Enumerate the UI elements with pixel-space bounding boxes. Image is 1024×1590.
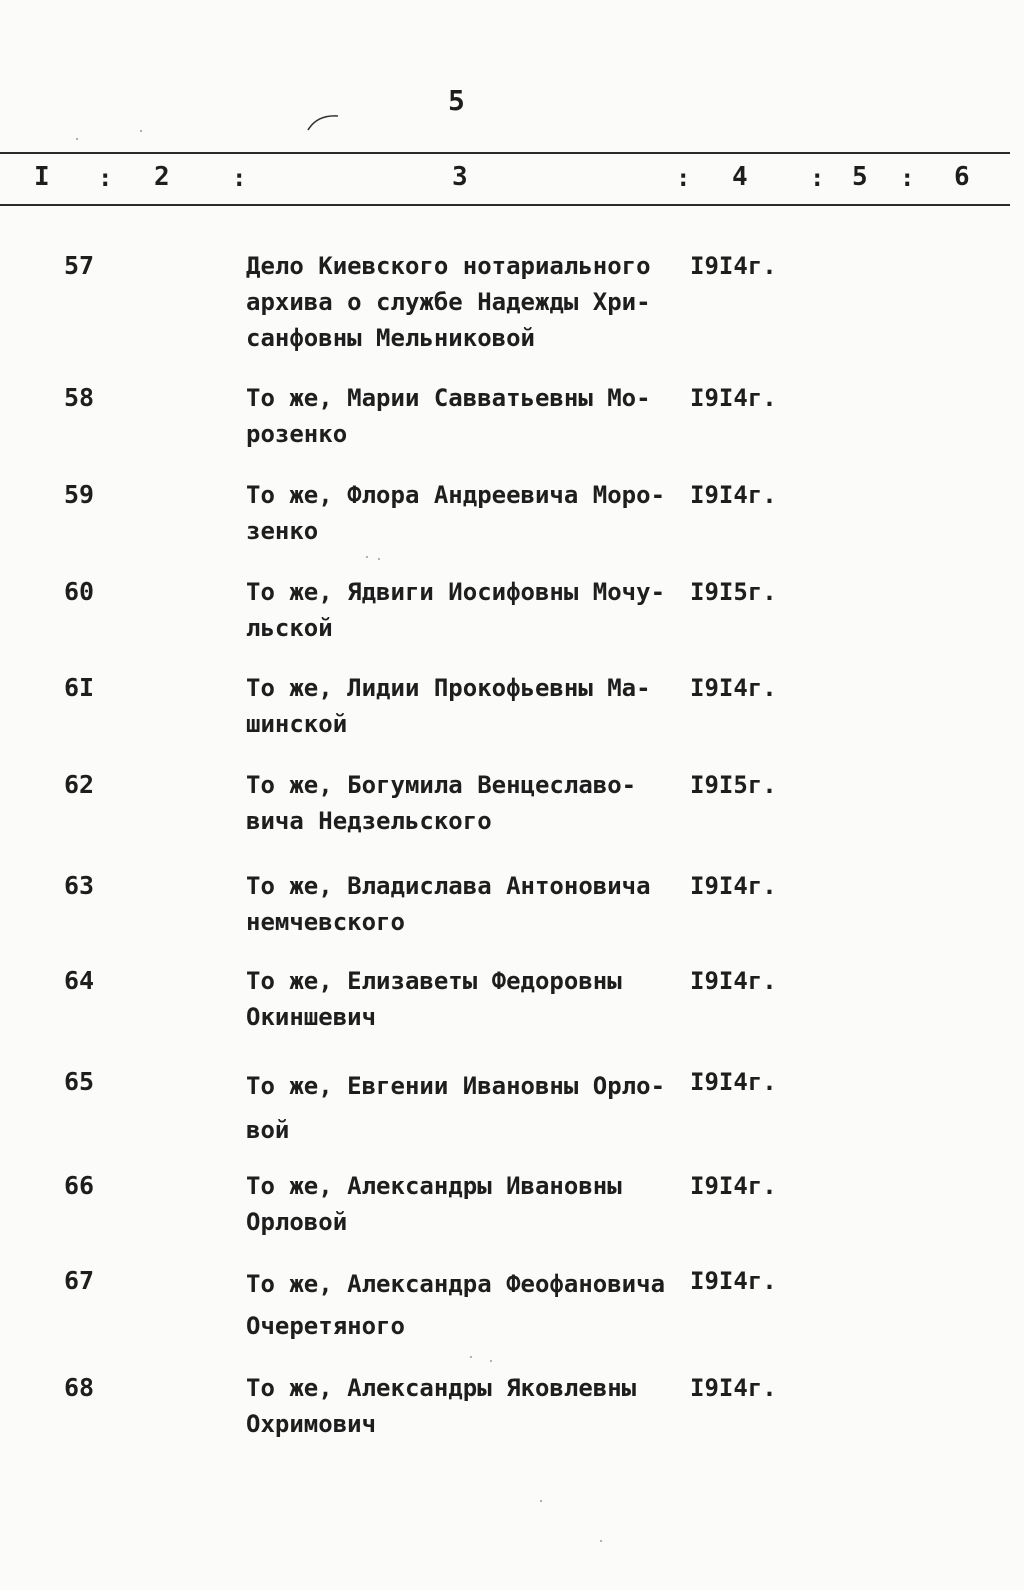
description-line: санфовны Мельниковой [246, 324, 535, 352]
row-description [246, 1064, 686, 1152]
row-number: 59 [64, 480, 95, 509]
description-line: То же, Александра Феофановича [246, 1270, 666, 1298]
description-line: То же, Евгении Ивановны Орло- [246, 1072, 666, 1100]
row-description [246, 868, 686, 940]
row-description [246, 1263, 686, 1347]
header-separator: : [900, 164, 915, 192]
row-number: 67 [64, 1266, 95, 1295]
description-line: Очеретяного [246, 1312, 405, 1340]
row-number: 66 [64, 1171, 95, 1200]
description-line: То же, Богумила Венцеславо- [246, 771, 637, 799]
description-line: архива о службе Надежды Хри- [246, 288, 651, 316]
row-year: I9I5г. [690, 578, 777, 606]
description-line: То же, Александры Яковлевны [246, 1374, 637, 1402]
description-line: То же, Лидии Прокофьевны Ма- [246, 674, 651, 702]
scan-speck [600, 1540, 602, 1542]
row-description [246, 380, 686, 452]
description-line: вой [246, 1116, 290, 1144]
header-col-6: 6 [954, 162, 970, 192]
row-number: 58 [64, 383, 95, 412]
scan-speck [366, 556, 368, 558]
description-line: То же, Флора Андреевича Моро- [246, 481, 666, 509]
header-separator: : [98, 164, 113, 192]
description-line: Дело Киевского нотариального [246, 252, 651, 280]
scan-speck [540, 1500, 542, 1502]
row-description [246, 477, 686, 549]
scan-speck [76, 138, 78, 140]
header-separator: : [810, 164, 825, 192]
row-description [246, 767, 686, 839]
description-line: Окиншевич [246, 1003, 377, 1031]
row-number: 57 [64, 251, 95, 280]
scan-speck [140, 130, 142, 132]
row-number: 63 [64, 871, 95, 900]
header-col-2: 2 [154, 162, 170, 192]
row-year: I9I4г. [690, 1374, 777, 1402]
row-description [246, 574, 686, 646]
header-col-5: 5 [852, 162, 868, 192]
scan-speck [378, 558, 380, 560]
header-separator: : [232, 164, 247, 192]
row-year: I9I4г. [690, 481, 777, 509]
description-line: вича Недзельского [246, 807, 492, 835]
row-year: I9I4г. [690, 1267, 777, 1295]
pen-stroke-mark [306, 112, 340, 132]
description-line: То же, Владислава Антоновича [246, 872, 651, 900]
description-line: То же, Марии Савватьевны Мо- [246, 384, 651, 412]
description-line: То же, Александры Ивановны [246, 1172, 622, 1200]
row-description [246, 248, 686, 356]
description-line: немчевского [246, 908, 405, 936]
row-number: 6I [64, 673, 95, 702]
header-col-4: 4 [732, 162, 748, 192]
row-year: I9I4г. [690, 1172, 777, 1200]
header-col-1: I [34, 162, 50, 192]
scan-speck [490, 1360, 492, 1362]
row-year: I9I4г. [690, 967, 777, 995]
header-col-3: 3 [452, 162, 468, 192]
row-description [246, 670, 686, 742]
row-year: I9I5г. [690, 771, 777, 799]
row-year: I9I4г. [690, 1068, 777, 1096]
description-line: Охримович [246, 1410, 377, 1438]
row-number: 64 [64, 966, 95, 995]
row-description [246, 1370, 686, 1442]
header-top-rule [0, 152, 1010, 154]
description-line: льской [246, 614, 333, 642]
description-line: розенко [246, 420, 348, 448]
row-description [246, 963, 686, 1035]
description-line: Орловой [246, 1208, 348, 1236]
description-line: То же, Ядвиги Иосифовны Мочу- [246, 578, 666, 606]
row-year: I9I4г. [690, 674, 777, 702]
row-number: 65 [64, 1067, 95, 1096]
row-number: 62 [64, 770, 95, 799]
header-separator: : [676, 164, 691, 192]
description-line: То же, Елизаветы Федоровны [246, 967, 622, 995]
row-description [246, 1168, 686, 1240]
scan-speck [470, 1356, 472, 1358]
row-year: I9I4г. [690, 384, 777, 412]
page-number: 5 [448, 84, 465, 117]
row-number: 68 [64, 1373, 95, 1402]
row-year: I9I4г. [690, 252, 777, 280]
description-line: шинской [246, 710, 348, 738]
row-number: 60 [64, 577, 95, 606]
header-bottom-rule [0, 204, 1010, 206]
row-year: I9I4г. [690, 872, 777, 900]
description-line: зенко [246, 517, 319, 545]
